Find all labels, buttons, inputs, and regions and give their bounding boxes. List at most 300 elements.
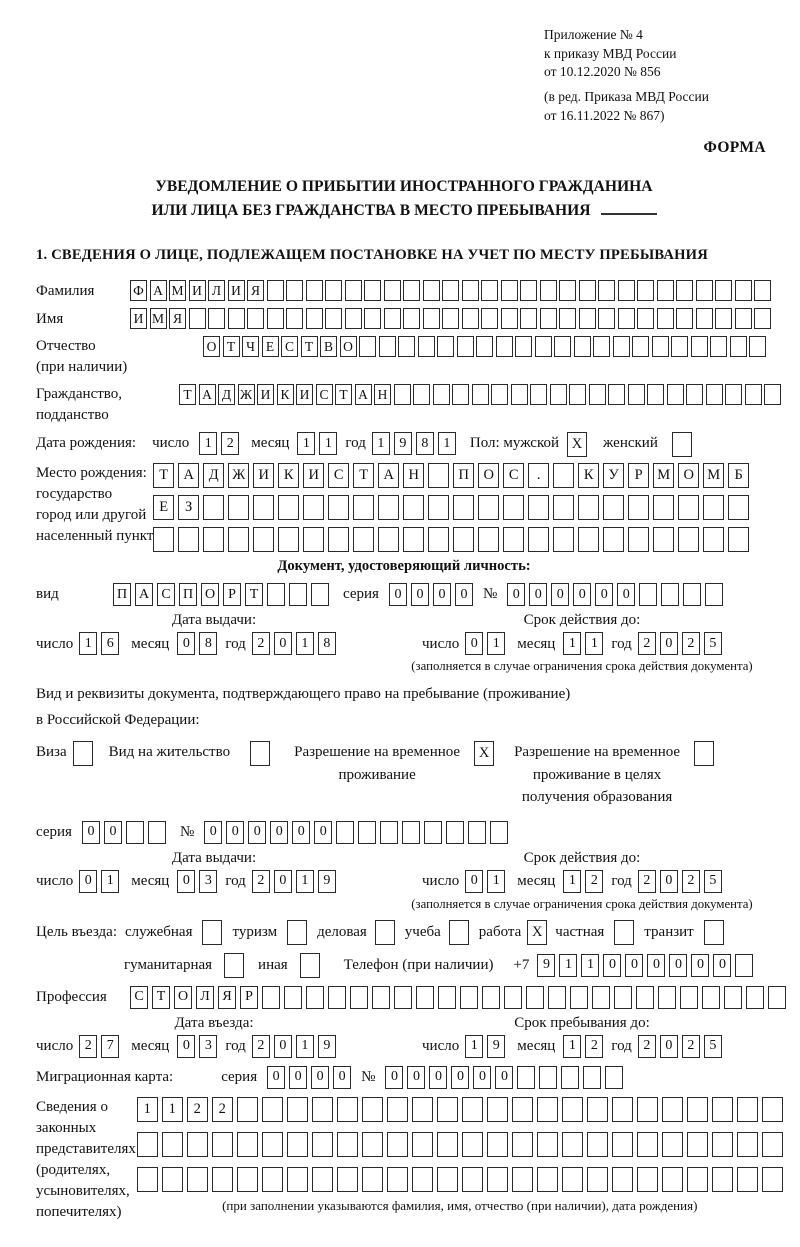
birth-month-label: месяц <box>251 435 290 452</box>
form-cell: О <box>678 463 699 488</box>
form-cell <box>148 821 166 844</box>
year-label: год <box>225 635 246 652</box>
form-cell <box>267 308 284 329</box>
form-cell <box>728 527 749 552</box>
permit-issue-heading: Дата выдачи: <box>171 849 257 866</box>
form-cell <box>539 1066 557 1089</box>
form-cell <box>735 280 752 301</box>
form-cell: 0 <box>82 821 100 844</box>
form-cell <box>384 280 401 301</box>
form-cell <box>202 920 222 945</box>
form-cell <box>189 308 206 329</box>
day-label: число <box>422 873 460 890</box>
form-cell: Е <box>153 495 174 520</box>
form-cell: 1 <box>319 432 337 455</box>
form-cell <box>754 280 771 301</box>
doc-issue-day-cells <box>79 632 119 655</box>
form-cell: У <box>603 463 624 488</box>
form-cell <box>437 1097 458 1122</box>
form-cell <box>754 308 771 329</box>
birthplace-cells-row2 <box>153 495 749 520</box>
form-cell: Ф <box>130 280 147 301</box>
form-cell <box>562 1167 583 1192</box>
profession-label: Профессия <box>36 988 107 1005</box>
form-cell <box>212 1132 233 1157</box>
form-cell <box>442 308 459 329</box>
residence-permit-label: Вид на жительство <box>108 744 231 761</box>
form-cell <box>737 1097 758 1122</box>
section1-heading: 1. СВЕДЕНИЯ О ЛИЦЕ, ПОДЛЕЖАЩЕМ ПОСТАНОВКЕ НА УЧЕТ ПО МЕСТУ ПРЕБЫВАНИЯ <box>36 247 708 264</box>
form-cell: 0 <box>455 583 473 606</box>
form-cell <box>662 1097 683 1122</box>
form-cell: Е <box>262 336 279 357</box>
form-cell: И <box>130 308 147 329</box>
phone-prefix: +7 <box>513 957 530 974</box>
form-cell <box>678 495 699 520</box>
form-cell <box>487 1167 508 1192</box>
form-cell <box>247 308 264 329</box>
form-cell: 0 <box>660 1035 678 1058</box>
representatives-cells-row1 <box>137 1097 783 1122</box>
form-cell: 0 <box>603 954 621 977</box>
form-cell <box>520 308 537 329</box>
form-cell <box>187 1167 208 1192</box>
form-cell <box>203 495 224 520</box>
name-cells <box>130 308 771 329</box>
form-cell <box>457 336 474 357</box>
form-cell <box>336 821 354 844</box>
form-cell <box>687 1167 708 1192</box>
form-cell <box>328 986 346 1009</box>
form-cell <box>683 583 701 606</box>
annex-reference <box>544 26 772 125</box>
form-cell: 0 <box>451 1066 469 1089</box>
form-cell <box>187 1132 208 1157</box>
form-cell: 2 <box>252 870 270 893</box>
form-cell: 1 <box>162 1097 183 1122</box>
form-cell <box>598 308 615 329</box>
sex-female-label: женский <box>603 435 658 452</box>
form-cell <box>583 1066 601 1089</box>
form-cell <box>712 1132 733 1157</box>
form-cell: 0 <box>647 954 665 977</box>
form-cell: Ж <box>238 384 255 405</box>
form-cell <box>403 308 420 329</box>
phone-cells <box>537 954 753 977</box>
form-cell: М <box>150 308 167 329</box>
form-cell <box>413 384 430 405</box>
permit-issue-year-cells <box>252 870 336 893</box>
form-cell <box>437 1167 458 1192</box>
doc-valid-year-cells <box>638 632 722 655</box>
form-cell: 2 <box>79 1035 97 1058</box>
form-cell: С <box>316 384 333 405</box>
year-label: год <box>611 635 632 652</box>
stay-until-block <box>392 1015 772 1058</box>
form-cell <box>704 920 724 945</box>
permit-number-cells <box>204 821 508 844</box>
form-cell <box>203 527 224 552</box>
form-cell <box>501 280 518 301</box>
temp-permit-checkbox <box>474 741 494 766</box>
form-cell <box>387 1167 408 1192</box>
form-cell <box>424 821 442 844</box>
migration-card-label: Миграционная карта: <box>36 1068 174 1085</box>
form-cell: С <box>130 986 148 1009</box>
form-cell <box>337 1132 358 1157</box>
birth-year-label: год <box>345 435 366 452</box>
doc-valid-month-cells <box>563 632 603 655</box>
purpose-humanitarian-checkbox <box>224 953 244 978</box>
form-cell <box>608 384 625 405</box>
form-cell <box>228 495 249 520</box>
form-cell <box>570 986 588 1009</box>
form-cell: Н <box>403 463 424 488</box>
form-cell: 8 <box>318 632 336 655</box>
form-cell <box>553 495 574 520</box>
permit-dates-row <box>36 850 772 912</box>
form-cell <box>517 1066 535 1089</box>
patronymic-cells <box>203 336 766 357</box>
form-cell: 0 <box>660 870 678 893</box>
purpose-study-label: учеба <box>404 924 441 941</box>
purpose-humanitarian-label: гуманитарная <box>124 957 213 974</box>
form-cell: 0 <box>292 821 310 844</box>
form-cell <box>768 986 786 1009</box>
form-cell <box>350 986 368 1009</box>
form-cell <box>540 308 557 329</box>
form-cell: Т <box>179 384 196 405</box>
form-cell <box>637 280 654 301</box>
form-cell <box>228 527 249 552</box>
form-cell <box>462 280 479 301</box>
form-cell <box>73 741 93 766</box>
representatives-cells-block <box>137 1097 783 1214</box>
residence-permit-option <box>109 741 270 766</box>
purpose-official-checkbox <box>202 920 222 945</box>
form-cell: 0 <box>660 632 678 655</box>
form-cell <box>325 308 342 329</box>
form-cell <box>325 280 342 301</box>
form-cell <box>715 280 732 301</box>
form-cell <box>403 280 420 301</box>
form-cell: 0 <box>465 870 483 893</box>
form-cell: Н <box>374 384 391 405</box>
form-cell: Т <box>223 336 240 357</box>
month-label: месяц <box>131 873 170 890</box>
representatives-cells-row2 <box>137 1132 783 1157</box>
form-cell: Я <box>247 280 264 301</box>
permit-valid-heading: Срок действия до: <box>523 849 641 866</box>
doc-number-cells <box>507 583 723 606</box>
form-cell <box>520 280 537 301</box>
form-cell: 1 <box>585 632 603 655</box>
surname-label: Фамилия <box>36 283 95 300</box>
form-cell <box>639 583 657 606</box>
form-cell: 2 <box>682 1035 700 1058</box>
form-cell: 1 <box>297 432 315 455</box>
birth-day-cells <box>199 432 239 455</box>
form-cell <box>490 821 508 844</box>
form-cell: 2 <box>638 870 656 893</box>
birthplace-cells-block <box>153 463 749 552</box>
form-cell <box>364 308 381 329</box>
form-cell: 0 <box>551 583 569 606</box>
form-cell <box>253 495 274 520</box>
doc-type-cells <box>113 583 329 606</box>
form-cell <box>137 1132 158 1157</box>
form-cell: 8 <box>199 632 217 655</box>
doc-number-label: № <box>482 586 498 603</box>
form-cell: 9 <box>487 1035 505 1058</box>
form-cell: К <box>278 463 299 488</box>
form-cell: 0 <box>669 954 687 977</box>
form-cell <box>126 821 144 844</box>
form-cell <box>587 1132 608 1157</box>
form-cell: Т <box>301 336 318 357</box>
form-cell: Т <box>353 463 374 488</box>
entry-date-block <box>36 1015 392 1058</box>
form-cell: 1 <box>372 432 390 455</box>
form-cell <box>579 308 596 329</box>
migration-card-row <box>36 1066 772 1089</box>
document-title-line2: ИЛИ ЛИЦА БЕЗ ГРАЖДАНСТВА В МЕСТО ПРЕБЫВАНИЯ <box>36 199 772 223</box>
purpose-other-checkbox <box>300 953 320 978</box>
form-cell <box>735 308 752 329</box>
form-cell <box>657 280 674 301</box>
form-cell <box>278 495 299 520</box>
form-cell <box>512 1097 533 1122</box>
form-cell <box>394 384 411 405</box>
form-cell: X <box>474 741 494 766</box>
mig-series-label: серия <box>221 1068 258 1085</box>
form-cell <box>578 495 599 520</box>
form-cell: 9 <box>537 954 555 977</box>
form-cell <box>412 1167 433 1192</box>
representatives-cells-row3 <box>137 1167 783 1192</box>
form-cell <box>212 1167 233 1192</box>
form-cell <box>362 1132 383 1157</box>
form-cell <box>702 986 720 1009</box>
form-cell <box>528 527 549 552</box>
permit-number-label: № <box>179 823 195 840</box>
form-cell <box>628 495 649 520</box>
doc-valid-day-cells <box>465 632 505 655</box>
form-cell: 8 <box>416 432 434 455</box>
form-cell <box>412 1097 433 1122</box>
form-cell: 0 <box>274 870 292 893</box>
form-cell <box>286 308 303 329</box>
form-cell <box>287 1097 308 1122</box>
month-label: месяц <box>517 873 556 890</box>
citizenship-cells <box>179 384 781 405</box>
form-cell <box>569 384 586 405</box>
form-cell <box>593 336 610 357</box>
form-cell <box>372 986 390 1009</box>
form-cell <box>746 986 764 1009</box>
patronymic-label: Отчество (при наличии) <box>36 338 128 376</box>
form-cell <box>762 1167 783 1192</box>
birthplace-label: Место рождения: государство город или другой населенный пункт <box>36 465 154 545</box>
form-cell <box>749 336 766 357</box>
form-cell: 0 <box>274 1035 292 1058</box>
day-label: число <box>36 1038 74 1055</box>
form-cell <box>437 336 454 357</box>
form-cell <box>554 336 571 357</box>
form-cell: 0 <box>104 821 122 844</box>
entry-day-cells <box>79 1035 119 1058</box>
form-cell <box>562 1097 583 1122</box>
form-cell <box>687 1132 708 1157</box>
residence-doc-paragraph <box>36 682 772 733</box>
form-cell: С <box>281 336 298 357</box>
form-cell: М <box>169 280 186 301</box>
day-label: число <box>422 1038 460 1055</box>
form-cell: 0 <box>274 632 292 655</box>
form-cell <box>636 986 654 1009</box>
doc-issue-block <box>36 612 392 655</box>
form-cell <box>687 1097 708 1122</box>
form-cell: 2 <box>682 870 700 893</box>
form-cell: 1 <box>487 870 505 893</box>
form-cell: С <box>328 463 349 488</box>
form-cell <box>612 1132 633 1157</box>
surname-row <box>36 280 772 302</box>
purpose-work-checkbox <box>527 920 547 945</box>
form-cell <box>278 527 299 552</box>
form-cell <box>603 527 624 552</box>
form-cell <box>287 1132 308 1157</box>
permit-valid-year-cells <box>638 870 722 893</box>
form-cell: Я <box>169 308 186 329</box>
form-cell <box>284 986 302 1009</box>
form-cell: Т <box>152 986 170 1009</box>
form-cell <box>662 1167 683 1192</box>
form-cell <box>476 336 493 357</box>
form-cell <box>712 1097 733 1122</box>
form-cell <box>250 741 270 766</box>
name-row <box>36 308 772 330</box>
form-cell: 1 <box>581 954 599 977</box>
form-cell: 0 <box>267 1066 285 1089</box>
form-cell <box>162 1167 183 1192</box>
form-cell <box>446 821 464 844</box>
form-cell <box>696 280 713 301</box>
form-cell: 2 <box>682 632 700 655</box>
day-label: число <box>36 635 74 652</box>
form-cell: 5 <box>704 870 722 893</box>
document-title <box>36 175 772 223</box>
form-cell <box>537 1132 558 1157</box>
form-cell <box>703 527 724 552</box>
form-cell <box>528 495 549 520</box>
form-cell: . <box>528 463 549 488</box>
form-cell <box>696 308 713 329</box>
form-cell <box>452 384 469 405</box>
purpose-study-checkbox <box>449 920 469 945</box>
stay-month-cells <box>563 1035 603 1058</box>
form-cell <box>671 336 688 357</box>
form-cell <box>262 1097 283 1122</box>
form-cell <box>686 384 703 405</box>
form-cell <box>402 821 420 844</box>
residence-doc-line1: Вид и реквизиты документа, подтверждающего право на пребывание (проживание) <box>36 686 571 703</box>
birthplace-cells-row3 <box>153 527 749 552</box>
form-cell: 2 <box>212 1097 233 1122</box>
form-cell <box>311 583 329 606</box>
form-cell <box>612 1167 633 1192</box>
form-cell: 1 <box>487 632 505 655</box>
form-cell <box>394 986 412 1009</box>
form-cell: 2 <box>252 632 270 655</box>
form-cell <box>287 1167 308 1192</box>
form-cell <box>647 384 664 405</box>
temp-permit-edu-label: Разрешение на временное проживание в целях получения образования <box>514 744 681 806</box>
form-cell: 2 <box>585 1035 603 1058</box>
form-cell <box>537 1167 558 1192</box>
purpose-row-2 <box>36 953 772 978</box>
form-cell: З <box>178 495 199 520</box>
form-cell <box>267 280 284 301</box>
form-cell: Ч <box>242 336 259 357</box>
form-cell: П <box>453 463 474 488</box>
purpose-transit-label: транзит <box>644 924 694 941</box>
form-cell <box>262 1132 283 1157</box>
purpose-tourism-label: туризм <box>232 924 278 941</box>
purpose-transit-checkbox <box>704 920 724 945</box>
form-cell <box>728 495 749 520</box>
form-cell <box>710 336 727 357</box>
entry-stay-dates-row <box>36 1015 772 1058</box>
form-cell: Т <box>335 384 352 405</box>
form-cell <box>262 1167 283 1192</box>
form-cell <box>437 1132 458 1157</box>
form-cell <box>403 527 424 552</box>
doc-issue-month-cells <box>177 632 217 655</box>
form-cell <box>345 280 362 301</box>
form-cell: X <box>527 920 547 945</box>
form-cell: 3 <box>199 1035 217 1058</box>
form-cell <box>481 280 498 301</box>
form-cell <box>652 336 669 357</box>
form-cell <box>468 821 486 844</box>
form-cell <box>515 336 532 357</box>
form-cell: А <box>378 463 399 488</box>
form-cell <box>153 527 174 552</box>
form-cell <box>491 384 508 405</box>
form-cell <box>535 336 552 357</box>
form-cell <box>438 986 456 1009</box>
form-word-label: ФОРМА <box>703 139 766 157</box>
form-cell: 1 <box>296 1035 314 1058</box>
form-cell: А <box>355 384 372 405</box>
form-cell <box>478 527 499 552</box>
form-cell <box>553 527 574 552</box>
permit-series-cells <box>82 821 166 844</box>
form-cell <box>715 308 732 329</box>
doc-issue-year-cells <box>252 632 336 655</box>
form-cell <box>345 308 362 329</box>
form-cell <box>737 1167 758 1192</box>
form-cell <box>428 463 449 488</box>
form-cell <box>137 1167 158 1192</box>
month-label: месяц <box>517 1038 556 1055</box>
form-cell: С <box>157 583 175 606</box>
form-cell <box>378 495 399 520</box>
form-cell: Р <box>240 986 258 1009</box>
form-cell <box>550 384 567 405</box>
purpose-business-checkbox <box>375 920 395 945</box>
